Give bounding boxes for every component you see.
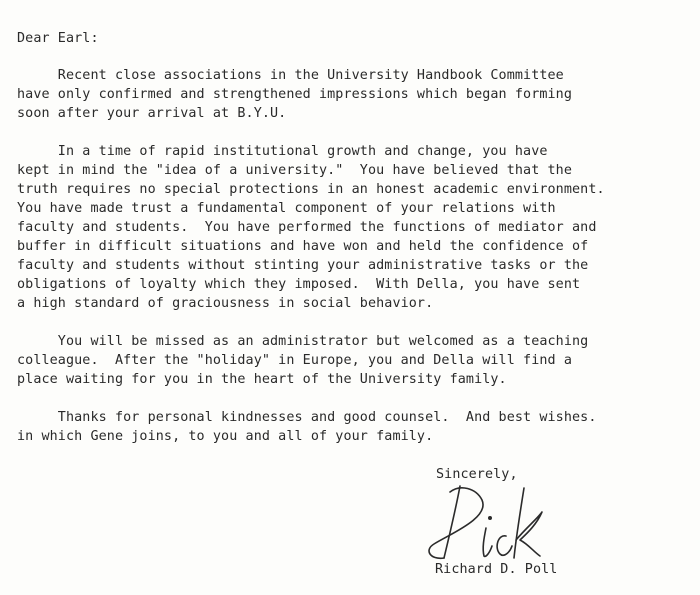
paragraph-2-line-4: You have made trust a fundamental component of your relations with	[17, 201, 556, 216]
paragraph-4-line-1: Thanks for personal kindnesses and good counsel. And best wishes.	[17, 410, 597, 425]
paragraph-1-line-1: Recent close associations in the University Handbook Committee	[17, 68, 564, 83]
paragraph-2-line-9: a high standard of graciousness in social behavior.	[17, 296, 434, 311]
handwritten-signature	[420, 478, 570, 568]
paragraph-2-line-1: In a time of rapid institutional growth and change, you have	[17, 144, 548, 159]
paragraph-3-line-3: place waiting for you in the heart of the University family.	[17, 372, 507, 387]
closing: Sincerely,	[436, 467, 518, 482]
salutation: Dear Earl:	[17, 31, 99, 46]
paragraph-3-line-1: You will be missed as an administrator but welcomed as a teaching	[17, 334, 589, 349]
paragraph-2-line-3: truth requires no special protections in an honest academic environment.	[17, 182, 605, 197]
paragraph-1-line-2: have only confirmed and strengthened impressions which began forming	[17, 87, 573, 102]
paragraph-3-line-2: colleague. After the "holiday" in Europe, you and Della will find a	[17, 353, 573, 368]
signer-name: Richard D. Poll	[435, 562, 558, 577]
paragraph-2-line-7: faculty and students without stinting your administrative tasks or the	[17, 258, 589, 273]
paragraph-2-line-6: buffer in difficult situations and have won and held the confidence of	[17, 239, 589, 254]
paragraph-1-line-3: soon after your arrival at B.Y.U.	[17, 106, 287, 121]
paragraph-2-line-5: faculty and students. You have performed the functions of mediator and	[17, 220, 597, 235]
paragraph-4-line-2: in which Gene joins, to you and all of your family.	[17, 429, 434, 444]
paragraph-2-line-2: kept in mind the "idea of a university." You have believed that the	[17, 163, 573, 178]
paragraph-2-line-8: obligations of loyalty which they imposed. With Della, you have sent	[17, 277, 581, 292]
